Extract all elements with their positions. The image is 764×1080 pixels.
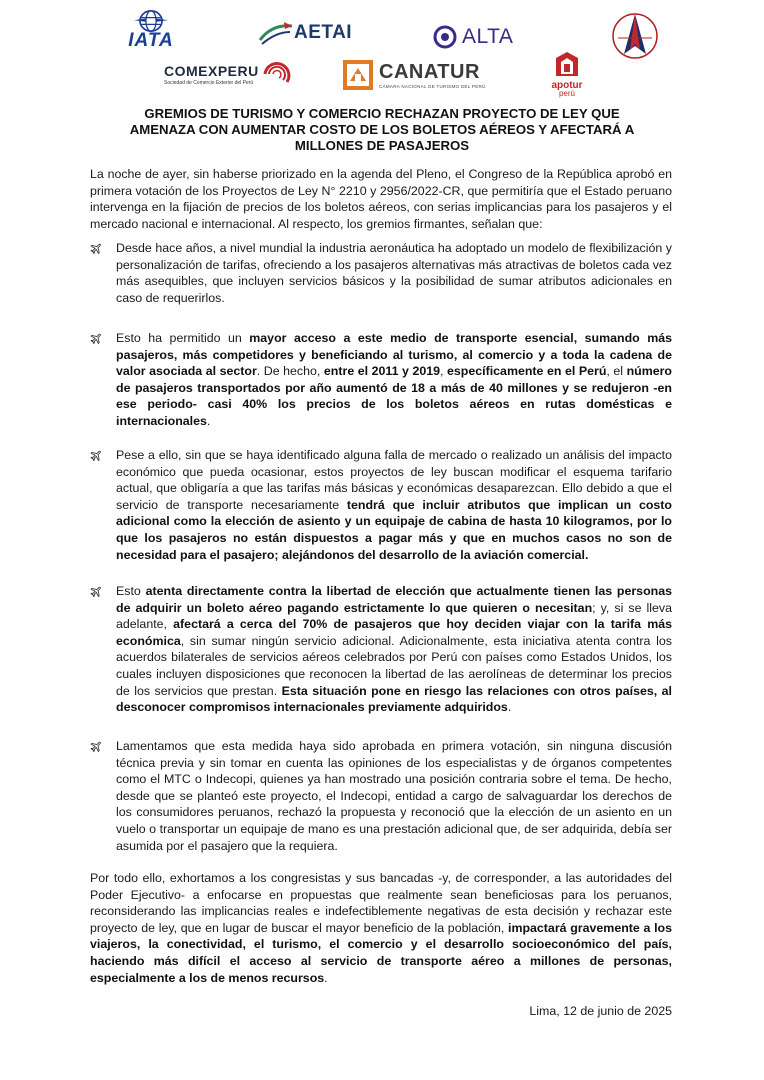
bullet-text: Esto ha permitido un mayor acceso a este medio de transporte esencial, sumando más pasajeros, más competidores y beneficiando al turismo, al comercio y a toda la cadena de valor asociada al sector. De hecho, entre el 2011 y 2019, específicamente en el Perú, el número de pasajeros transportados por año aumentó de 18 a más de 40 millones y se redujeron -en ese periodo- casi 40% los precios de los boletos aéreos en rutas domésticas e internacionales.: [116, 331, 672, 428]
airplane-bullet-icon: [90, 330, 116, 430]
airplane-bullet-icon: [90, 240, 116, 306]
date-line: Lima, 12 de junio de 2025: [529, 1004, 672, 1018]
alta-logo: [432, 22, 513, 52]
intro-paragraph: La noche de ayer, sin haberse priorizado en la agenda del Pleno, el Congreso de la República aprobó en primera votación de los Proyectos de Ley N° 2210 y 2956/2022-CR, que permitiría que el Estado peruano intervenga en la fijación de precios de los boletos aéreos, con serias implicancias para los pasajeros y el mercado nacional e internacional. Al respecto, los gremios firmantes, señalan que:: [90, 167, 672, 231]
apotur-logo: [544, 50, 590, 102]
list-item: [90, 330, 672, 430]
svg-text:· · ·: · · ·: [631, 60, 639, 65]
page-title: GREMIOS DE TURISMO Y COMERCIO RECHAZAN PROYECTO DE LEY QUE AMENAZA CON AUMENTAR COSTO DE LOS BOLETOS AÉREOS Y AFECTARÁ A MILLONES DE PASAJEROS: [129, 106, 635, 153]
canatur-wordmark: CANATUR: [379, 60, 480, 83]
apotur-subtitle: perú: [558, 89, 575, 98]
bullet-text: Esto atenta directamente contra la libertad de elección que actualmente tienen las personas de adquirir un boleto aéreo pagando estrictamente lo que quieren o necesitan; y, si se lleva adelante, afectará a cerca del 70% de pasajeros que hoy deciden viajar con la tarifa más económica, sin sumar ningún servicio adicional. Adicionalmente, esta iniciativa atenta contra los acuerdos bilaterales de servicios aéreos celebrados por Perú con países como Estados Unidos, los cuales incluyen disposiciones que reconocen la libertad de las aerolíneas de determinar los precios de los servicios que prestan. Esta situación pone en riesgo las relaciones con otros países, al desconocer compromisos internacionales previamente adquiridos.: [116, 584, 673, 715]
alta-ring-icon: [432, 24, 458, 50]
comexperu-tagline: Sociedad de Comercio Exterior del Perú: [164, 79, 254, 86]
airplane-bullet-icon: [90, 738, 116, 854]
bullet-text: Pese a ello, sin que se haya identificado alguna falla de mercado o realizado un análisis del impacto económico que pueda ocasionar, estos proyectos de ley buscan modificar el esquema tarifario actual, que obligaría a que las tarifas más básicas y económicas desaparezcan. Ello debido a que el servicio de transporte necesariamente tendrá que incluir atributos que implican un costo adicional como la elección de asiento y un equipaje de cabina de hasta 10 kilogramos, por lo que los pasajeros no están dispuestos a pagar más y que en muchos casos no son de necesidad para el pasajero; alejándonos del desarrollo de la aviación comercial.: [116, 448, 672, 562]
swoosh-plane-icon: [258, 20, 294, 46]
comexperu-logo: [164, 54, 293, 94]
canatur-tagline: CÁMARA NACIONAL DE TURISMO DEL PERÚ: [379, 83, 486, 89]
bullet-text: Lamentamos que esta medida haya sido aprobada en primera votación, sin ninguna discusión técnica previa y sin tomar en cuenta las opiniones de los especialistas y de órganos competentes como el MTC o Indecopi, quienes ya han mostrado una posición contraria sobre el tema. De hecho, desde que se planteó este proyecto, el Indecopi, entidad a cargo de salvaguardar los derechos de los consumidores peruanos, rechazó la propuesta y reconoció que la elección de un asiento en un vuelo o transportar un equipaje de mano es una prestación adicional que, de ser adquirida, debía ser asumida por el pasajero que la requiera.: [116, 739, 672, 853]
apotur-wordmark: apotur: [551, 80, 583, 91]
comex-swirl-icon: [259, 56, 293, 92]
list-item: [90, 738, 672, 854]
list-item: [90, 240, 672, 306]
list-item: [90, 447, 672, 563]
pilots-association-logo: [610, 10, 660, 66]
emblem-icon: [610, 10, 660, 66]
canatur-logo: [342, 58, 486, 92]
aetai-wordmark: AETAI: [294, 22, 353, 43]
airplane-bullet-icon: [90, 447, 116, 563]
globe-icon: [129, 10, 173, 32]
comexperu-wordmark: COMEXPERU: [164, 62, 259, 79]
iata-logo: [112, 10, 190, 52]
alta-wordmark: ALTA: [462, 25, 514, 48]
airplane-bullet-icon: [90, 583, 116, 716]
canatur-emblem-icon: [342, 59, 374, 91]
closing-paragraph: Por todo ello, exhortamos a los congresistas y sus bancadas -y, de corresponder, a las autoridades del Poder Ejecutivo- a enfocarse en propuestas que realmente sean beneficiosas para los peruanos, reconsiderando las implicancias reales e indefectiblemente negativas de esta decisión y rechazar este proyecto de ley, que en lugar de buscar el mayor beneficio de la población, impactará gravemente a los viajeros, la conectividad, el turismo, el comercio y el desarrollo socioeconómico del país, haciendo más difícil el acceso al servicio de transporte aéreo a millones de personas, especialmente a los de menos recursos.: [90, 871, 672, 985]
apotur-emblem-icon: [552, 50, 582, 80]
bullet-text: Desde hace años, a nivel mundial la industria aeronáutica ha adoptado un modelo de flexibilización y personalización de tarifas, ofreciendo a los pasajeros alternativas más atractivas de boletos cada vez más asequibles, que incluyen servicios básicos y la posibilidad de sumar atributos adicionales en caso de requerirlos.: [116, 241, 672, 305]
list-item: [90, 583, 672, 716]
iata-wordmark: IATA: [128, 30, 174, 51]
aetai-logo: [258, 18, 352, 48]
